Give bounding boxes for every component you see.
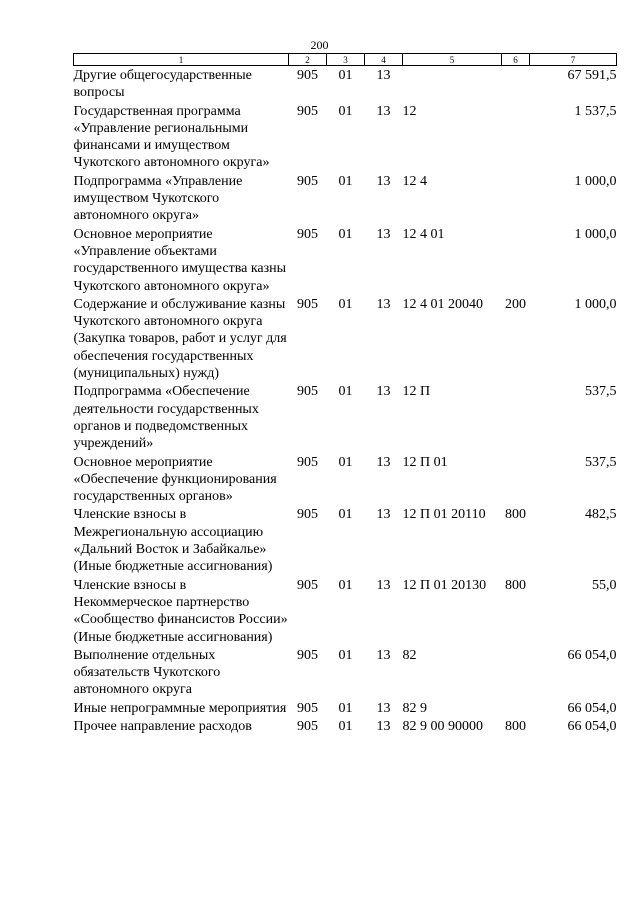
row-amount: 1 000,0 <box>574 226 617 242</box>
row-name: Государственная программа «Управление региональными финансами и имуществом Чукотского автономного округа» <box>73 103 270 171</box>
row-subsection-code: 13 <box>376 507 391 523</box>
header-row <box>74 54 617 66</box>
row-target-code: 12 П <box>402 384 431 400</box>
row-name: Членские взносы в Некоммерческое партнерство «Сообщество финансистов России» (Иные бюджетные ассигнования) <box>73 577 288 645</box>
row-subsection-code: 13 <box>376 103 391 119</box>
row-admin-code: 905 <box>297 384 318 400</box>
row-subsection-code: 13 <box>376 384 391 400</box>
row-amount: 1 000,0 <box>574 173 617 189</box>
row-admin-code: 905 <box>297 454 318 470</box>
row-expense-type <box>502 382 530 452</box>
row-section-code: 01 <box>338 384 353 400</box>
table-row <box>74 382 617 452</box>
row-section-code: 01 <box>338 296 353 312</box>
header-cell-4: 4 <box>365 54 403 66</box>
row-expense-type <box>502 172 530 225</box>
row-target-code: 12 4 01 <box>402 226 445 242</box>
row-expense-type <box>502 453 530 506</box>
row-expense-type: 200 <box>505 296 526 312</box>
table-row <box>74 699 617 717</box>
row-name: Подпрограмма «Управление имуществом Чукотского автономного округа» <box>73 173 243 224</box>
row-section-code: 01 <box>338 226 353 242</box>
row-subsection-code: 13 <box>376 226 391 242</box>
row-admin-code: 905 <box>297 647 318 663</box>
row-section-code: 01 <box>338 700 353 716</box>
row-section-code: 01 <box>338 718 353 734</box>
row-admin-code: 905 <box>297 507 318 523</box>
row-amount: 66 054,0 <box>567 700 617 716</box>
row-expense-type <box>502 225 530 295</box>
row-expense-type: 800 <box>505 577 526 593</box>
row-target-code: 12 <box>402 103 417 119</box>
row-amount: 482,5 <box>585 507 617 523</box>
header-cell-7: 7 <box>530 54 617 66</box>
row-subsection-code: 13 <box>376 454 391 470</box>
row-name: Членские взносы в Межрегиональную ассоциацию «Дальний Восток и Забайкалье» (Иные бюджетные ассигнования) <box>73 507 273 575</box>
row-amount: 537,5 <box>585 384 617 400</box>
row-subsection-code: 13 <box>376 577 391 593</box>
row-name: Выполнение отдельных обязательств Чукотского автономного округа <box>73 647 221 698</box>
table-row <box>74 102 617 172</box>
row-target-code: 82 <box>402 647 417 663</box>
row-amount: 55,0 <box>592 577 617 593</box>
table-row <box>74 295 617 382</box>
budget-table <box>73 53 617 735</box>
row-target-code: 12 4 <box>402 173 427 189</box>
row-admin-code: 905 <box>297 718 318 734</box>
row-admin-code: 905 <box>297 173 318 189</box>
row-name: Другие общегосударственные вопросы <box>73 68 252 101</box>
row-admin-code: 905 <box>297 68 318 83</box>
row-amount: 66 054,0 <box>567 647 617 663</box>
row-amount: 66 054,0 <box>567 718 617 734</box>
row-expense-type: 800 <box>505 507 526 523</box>
table-row <box>74 646 617 699</box>
row-subsection-code: 13 <box>376 700 391 716</box>
table-row <box>74 505 617 575</box>
row-admin-code: 905 <box>297 700 318 716</box>
row-target-code: 82 9 <box>402 700 427 716</box>
header-cell-5: 5 <box>403 54 502 66</box>
row-amount: 537,5 <box>585 454 617 470</box>
table-row <box>74 576 617 646</box>
row-subsection-code: 13 <box>376 647 391 663</box>
header-cell-2: 2 <box>289 54 327 66</box>
header-cell-1: 1 <box>74 54 289 66</box>
row-section-code: 01 <box>338 454 353 470</box>
table-header <box>74 54 617 66</box>
header-cell-3: 3 <box>327 54 365 66</box>
row-target-code: 12 П 01 20110 <box>402 507 486 523</box>
row-section-code: 01 <box>338 68 353 83</box>
row-amount: 1 000,0 <box>574 296 617 312</box>
row-subsection-code: 13 <box>376 718 391 734</box>
row-name: Прочее направление расходов <box>73 718 252 734</box>
row-subsection-code: 13 <box>376 68 391 83</box>
row-subsection-code: 13 <box>376 296 391 312</box>
table-row <box>74 717 617 735</box>
row-expense-type <box>502 102 530 172</box>
row-target-code: 12 П 01 20130 <box>402 577 487 593</box>
row-section-code: 01 <box>338 507 353 523</box>
row-target-code <box>403 66 502 102</box>
row-expense-type <box>502 699 530 717</box>
row-subsection-code: 13 <box>376 173 391 189</box>
row-name: Основное мероприятие «Управление объектами государственного имущества казны Чукотского автономного округа» <box>73 226 287 294</box>
row-section-code: 01 <box>338 103 353 119</box>
row-admin-code: 905 <box>297 577 318 593</box>
row-target-code: 12 П 01 <box>402 454 448 470</box>
row-admin-code: 905 <box>297 226 318 242</box>
row-amount: 67 591,5 <box>567 68 617 83</box>
row-target-code: 82 9 00 90000 <box>402 718 483 734</box>
row-expense-type: 800 <box>505 718 526 734</box>
row-name: Содержание и обслуживание казны Чукотского автономного округа (Закупка товаров, работ и услуг для обеспечения государственных (муниципальных) нужд) <box>73 296 287 382</box>
row-admin-code: 905 <box>297 296 318 312</box>
row-expense-type <box>502 66 530 102</box>
row-name: Подпрограмма «Обеспечение деятельности государственных органов и подведомственных учреждений» <box>73 384 259 452</box>
table-row <box>74 172 617 225</box>
table-row <box>74 66 617 102</box>
table-row <box>74 453 617 506</box>
row-name: Основное мероприятие «Обеспечение функционирования государственных органов» <box>73 454 277 505</box>
row-target-code: 12 4 01 20040 <box>402 296 483 312</box>
table-body <box>74 66 617 736</box>
row-section-code: 01 <box>338 173 353 189</box>
table-row <box>74 225 617 295</box>
header-cell-6: 6 <box>502 54 530 66</box>
row-amount: 1 537,5 <box>574 103 617 119</box>
row-section-code: 01 <box>338 647 353 663</box>
page-number: 200 <box>310 38 329 52</box>
row-name: Иные непрограммные мероприятия <box>73 700 287 716</box>
row-admin-code: 905 <box>297 103 318 119</box>
row-expense-type <box>502 646 530 699</box>
row-section-code: 01 <box>338 577 353 593</box>
